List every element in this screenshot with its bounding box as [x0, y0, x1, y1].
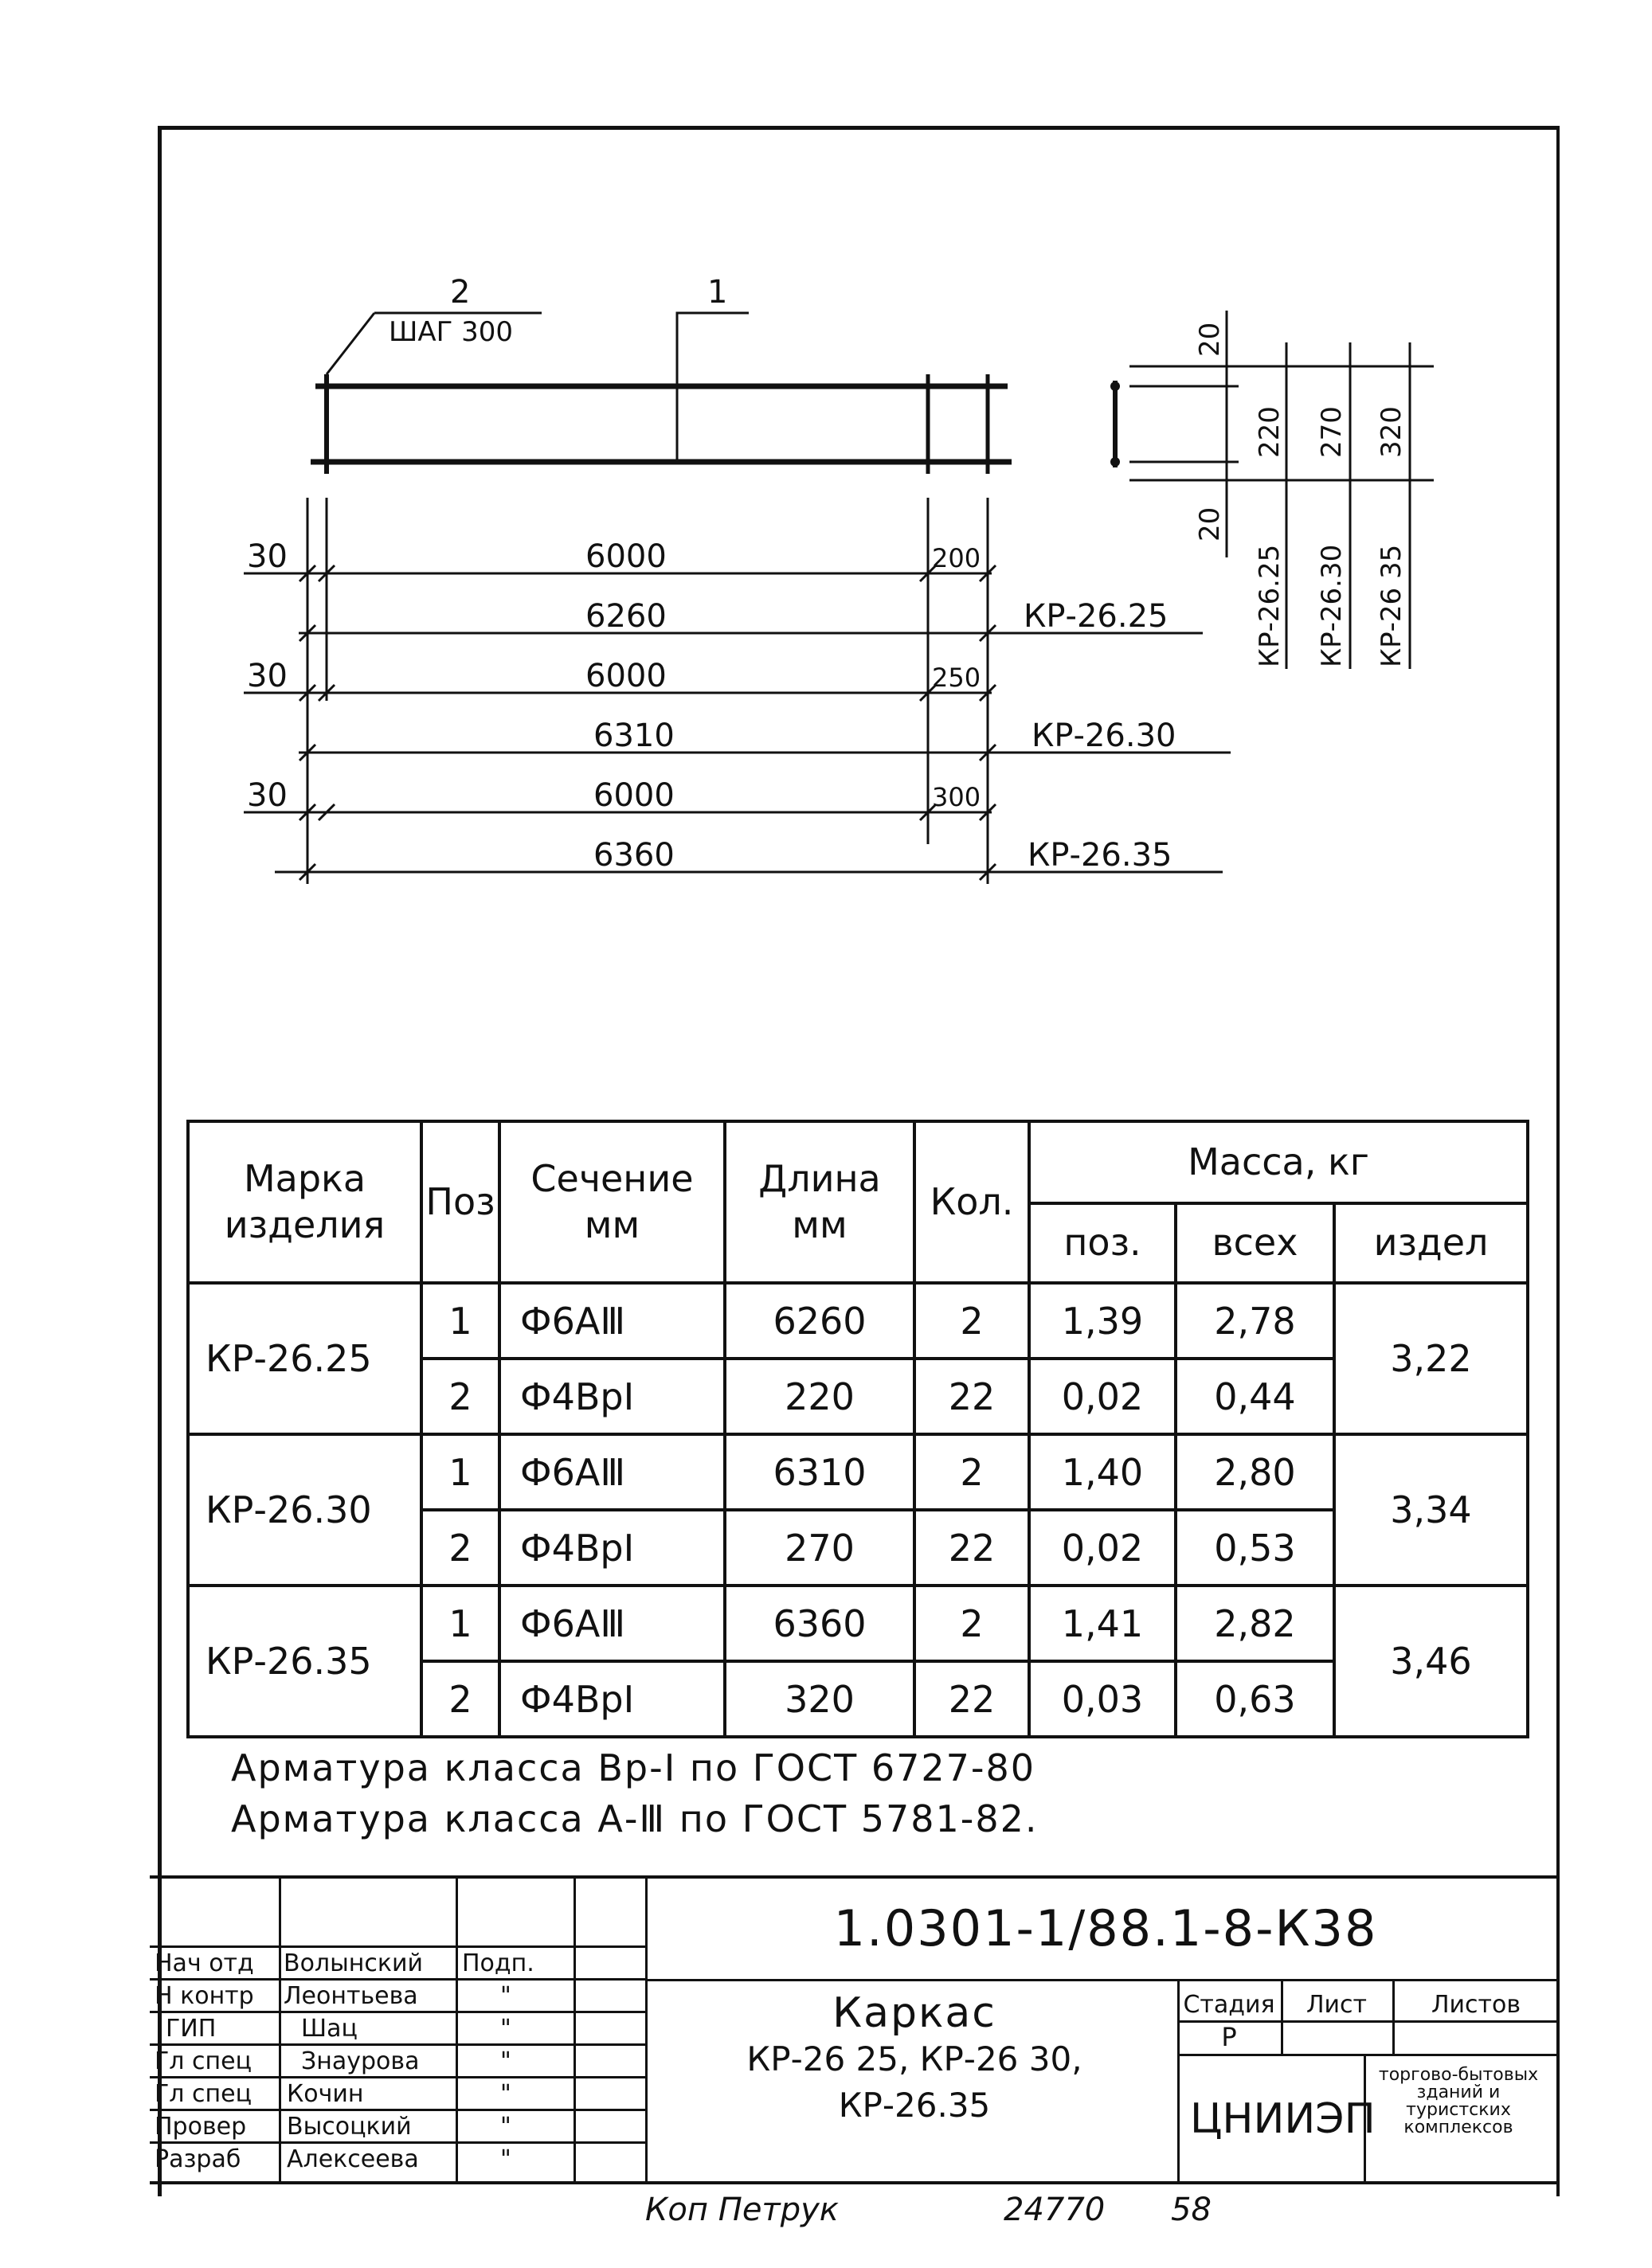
mass-pos-cell: 1,40 — [1029, 1434, 1176, 1510]
header-mass: Масса, кг — [1029, 1121, 1528, 1203]
qty-cell: 22 — [914, 1510, 1029, 1586]
header-qty: Кол. — [914, 1121, 1029, 1283]
mass-pos-cell: 0,02 — [1029, 1510, 1176, 1586]
section-cover-bottom: 20 — [1194, 506, 1226, 542]
mark-cell: КР-26.30 — [188, 1434, 421, 1586]
length-cell: 270 — [725, 1510, 914, 1586]
mass-all-cell: 2,78 — [1176, 1283, 1334, 1359]
length-cell: 6360 — [725, 1586, 914, 1661]
mass-pos-cell: 1,41 — [1029, 1586, 1176, 1661]
header-mass-all: всех — [1176, 1203, 1334, 1283]
table-row — [188, 1586, 1528, 1661]
pos2-number: 2 — [450, 274, 471, 311]
note-line-1: Арматура класса Вр-I по ГОСТ 6727-80 — [231, 1746, 1036, 1789]
mass-pos-cell: 1,39 — [1029, 1283, 1176, 1359]
title-line-3: КР-26.35 — [838, 2086, 991, 2125]
dim-mark-1: КР-26.25 — [1024, 598, 1169, 635]
mass-item-cell: 3,34 — [1334, 1434, 1528, 1586]
qty-cell: 22 — [914, 1359, 1029, 1434]
mass-all-cell: 0,63 — [1176, 1661, 1334, 1737]
organization-name: ЦНИИЭП — [1190, 2095, 1376, 2143]
qty-cell: 2 — [914, 1283, 1029, 1359]
dim-main-3: 6000 — [593, 777, 675, 814]
mass-all-cell: 0,53 — [1176, 1510, 1334, 1586]
leader-pos2 — [327, 313, 374, 374]
header-section: Сечение мм — [499, 1121, 725, 1283]
pos-cell: 2 — [421, 1661, 499, 1737]
pos1-number: 1 — [707, 274, 728, 311]
dim-total-3: 6360 — [593, 837, 675, 874]
mass-item-cell: 3,46 — [1334, 1586, 1528, 1737]
length-cell: 320 — [725, 1661, 914, 1737]
mass-all-cell: 0,44 — [1176, 1359, 1334, 1434]
header-mass-pos: поз. — [1029, 1203, 1176, 1283]
dim-end-3: 300 — [932, 782, 981, 812]
mass-item-cell: 3,22 — [1334, 1283, 1528, 1434]
section-height-30: 270 — [1316, 406, 1348, 458]
dim-main-2: 6000 — [585, 658, 667, 694]
pos-cell: 1 — [421, 1283, 499, 1359]
section-mark-30: КР-26.30 — [1316, 544, 1348, 667]
section-cell: Ф4ВрⅠ — [499, 1661, 725, 1737]
length-cell: 6260 — [725, 1283, 914, 1359]
dim-end-1: 200 — [932, 543, 981, 573]
dim-total-1: 6260 — [585, 598, 667, 635]
header-pos: Поз — [421, 1121, 499, 1283]
mass-pos-cell: 0,02 — [1029, 1359, 1176, 1434]
dim-left-1: 30 — [247, 538, 288, 575]
reinforcement-drawing — [0, 0, 1652, 1115]
dim-mark-2: КР-26.30 — [1032, 718, 1176, 754]
copied-by: Коп Петрук — [645, 2192, 839, 2228]
pos-cell: 1 — [421, 1434, 499, 1510]
section-cell: Ф4ВрⅠ — [499, 1510, 725, 1586]
section-mark-35: КР-26 35 — [1376, 544, 1407, 667]
document-code: 1.0301-1/88.1-8-К38 — [833, 1899, 1378, 1957]
header-mass-item: издел — [1334, 1203, 1528, 1283]
table-row — [188, 1434, 1528, 1510]
dim-total-2: 6310 — [593, 718, 675, 754]
sheets-header: Листов — [1431, 1991, 1521, 2019]
section-cell: Ф4ВрⅠ — [499, 1359, 725, 1434]
mark-cell: КР-26.25 — [188, 1283, 421, 1434]
qty-cell: 2 — [914, 1434, 1029, 1510]
mass-all-cell: 2,82 — [1176, 1586, 1334, 1661]
table-row — [188, 1283, 1528, 1359]
mark-cell: КР-26.35 — [188, 1586, 421, 1737]
pos-cell: 2 — [421, 1510, 499, 1586]
specification-table — [186, 1120, 1529, 1738]
stage-header: Стадия — [1183, 1991, 1275, 2019]
sheet-header: Лист — [1306, 1991, 1368, 2019]
page-number: 58 — [1171, 2192, 1212, 2228]
pos-cell: 1 — [421, 1586, 499, 1661]
dim-main-1: 6000 — [585, 538, 667, 575]
section-cover-top: 20 — [1194, 322, 1226, 357]
section-inner: 220 — [1254, 406, 1286, 458]
title-line-2: КР-26 25, КР-26 30, — [746, 2039, 1082, 2078]
length-cell: 220 — [725, 1359, 914, 1434]
dim-left-3: 30 — [247, 777, 288, 814]
mass-pos-cell: 0,03 — [1029, 1661, 1176, 1737]
mass-all-cell: 2,80 — [1176, 1434, 1334, 1510]
section-cell: Ф6АⅢ — [499, 1283, 725, 1359]
dim-left-2: 30 — [247, 658, 288, 694]
pos-cell: 2 — [421, 1359, 499, 1434]
stage-value: Р — [1221, 2022, 1237, 2052]
dim-mark-3: КР-26.35 — [1028, 837, 1172, 874]
archive-number: 24770 — [1004, 2192, 1106, 2228]
length-cell: 6310 — [725, 1434, 914, 1510]
notes — [231, 1742, 1039, 1844]
header-length: Длина мм — [725, 1121, 914, 1283]
qty-cell: 2 — [914, 1586, 1029, 1661]
title-block-stamp: Нач отд Волынский Подп. Н контр Леонтьева " ГИП Шац " Гл спец Знаурова " Гл спец Кочин " Провер Высоцкий " Разраб Алексеева " 1.0301-1/88.1-8-К38 Каркас КР-26 25, КР-26 30, КР-26.35 Стадия Лист Листов Р ЦНИИЭП торгово-бытовых зданий и туристских комплексов — [150, 1875, 1560, 2184]
header-mark: Марка изделия — [188, 1121, 421, 1283]
organization-description: торгово-бытовых зданий и туристских комплексов — [1378, 2065, 1539, 2137]
section-cell: Ф6АⅢ — [499, 1434, 725, 1510]
dim-end-2: 250 — [932, 663, 981, 693]
title-line-1: Каркас — [832, 1989, 996, 2037]
section-height-35: 320 — [1376, 406, 1407, 458]
pitch-label: ШАГ 300 — [389, 316, 514, 348]
note-line-2: Арматура класса А-Ⅲ по ГОСТ 5781-82. — [231, 1797, 1039, 1840]
section-cell: Ф6АⅢ — [499, 1586, 725, 1661]
qty-cell: 22 — [914, 1661, 1029, 1737]
section-mark-25: КР-26.25 — [1254, 544, 1286, 667]
drawing-title — [652, 1990, 1177, 2129]
